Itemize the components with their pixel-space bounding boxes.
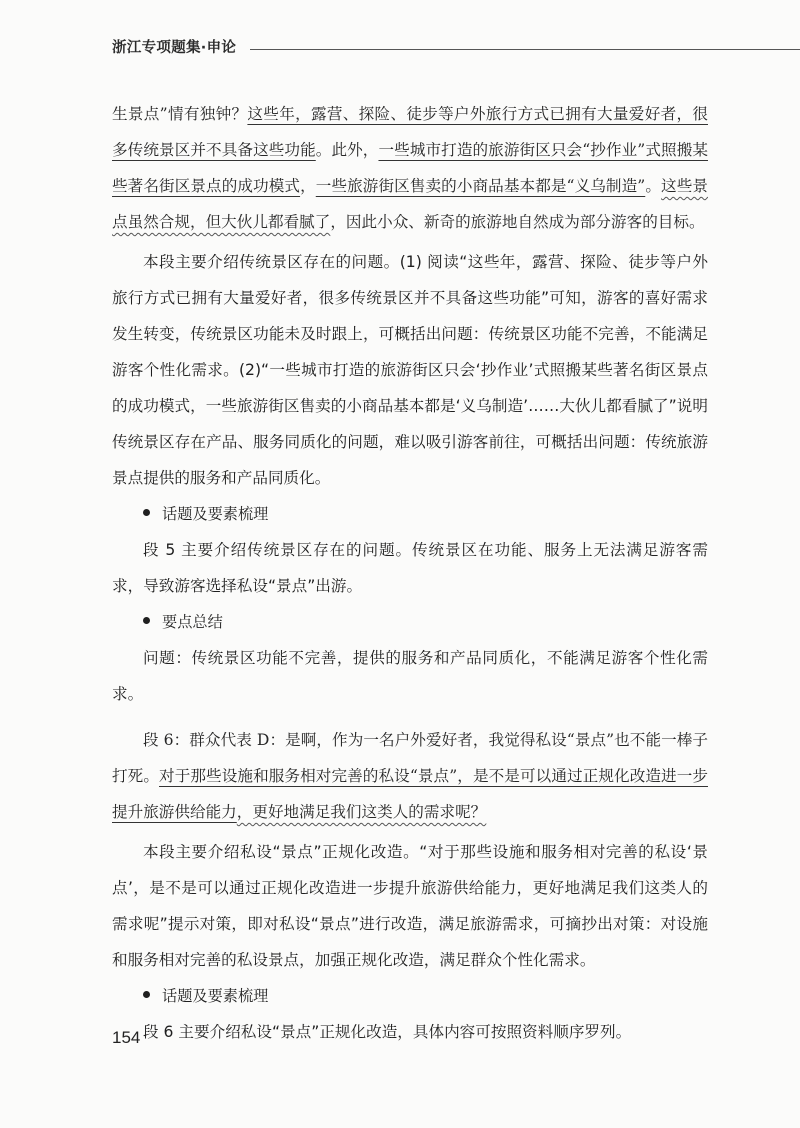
header-rule bbox=[250, 49, 800, 50]
analysis-para-6: 本段主要介绍私设“景点”正规化改造。“对于那些设施和服务相对完善的私设‘景点’，是不是可以通过正规化改造进一步提升旅游供给能力，更好地满足我们这类人的需求呢”提示对策，即对私设“景点”进行改造，满足旅游需求，可摘抄出对策：对设施和服务相对完善的私设景点，加强正规化改造，满足群众个性化需求。 bbox=[112, 843, 708, 969]
page-body bbox=[112, 96, 708, 1050]
passage-text: ， bbox=[300, 177, 316, 195]
bullet-icon bbox=[143, 991, 150, 998]
sprout-icon bbox=[796, 30, 800, 56]
book-title: 浙江专项题集·申论 bbox=[112, 40, 237, 56]
passage-text: 段 6：群众代表 D：是啊，作为一名户外爱好者，我觉得私设“景点”也不能一棒子打死。 bbox=[112, 731, 708, 785]
passage-text: 。此外， bbox=[315, 141, 379, 159]
underlined-text: 一些旅游街区售卖的小商品基本都是“义乌制造” bbox=[315, 177, 646, 195]
passage-text: 生景点”情有独钟？ bbox=[112, 105, 248, 123]
underlined-text: 一些城市打造的旅游街区只会“抄作业”式照搬某些著名街区景点的成功模式 bbox=[112, 141, 708, 195]
wavy-underlined-text: 这些景点虽然合规，但大伙儿都看腻了 bbox=[112, 177, 708, 231]
underlined-text: 对于那些设施和服务相对完善的私设“景点”，是不是可以通过正规化改造进一步提升旅游供给能力 bbox=[112, 767, 708, 821]
analysis-para-5: 本段主要介绍传统景区存在的问题。(1) 阅读“这些年，露营、探险、徒步等户外旅行方式已拥有大量爱好者，很多传统景区并不具备这些功能”可知，游客的喜好需求发生转变，传统景区功能未及时跟上，可概括出问题：传统景区功能不完善，不能满足游客个性化需求。(2)“一些城市打造的旅游街区只会‘抄作业’式照搬某些著名街区景点的成功模式，一些旅游街区售卖的小商品基本都是‘义乌制造’……大伙儿都看腻了”说明传统景区存在产品、服务同质化的问题，难以吸引游客前往，可概括出问题：传统旅游景点提供的服务和产品同质化。 bbox=[112, 253, 708, 487]
section-heading: 话题及要素梳理 bbox=[112, 496, 708, 532]
summary-para-5: 问题：传统景区功能不完善，提供的服务和产品同质化，不能满足游客个性化需求。 bbox=[112, 649, 708, 703]
topic-para-5: 段 5 主要介绍传统景区存在的问题。传统景区在功能、服务上无法满足游客需求，导致游客选择私设“景点”出游。 bbox=[112, 541, 708, 595]
section-heading: 要点总结 bbox=[112, 604, 708, 640]
bullet-icon bbox=[143, 509, 150, 516]
passage-text: 。 bbox=[645, 177, 662, 195]
passage-para-5 bbox=[112, 96, 708, 240]
section-heading: 话题及要素梳理 bbox=[112, 978, 708, 1014]
bullet-icon bbox=[143, 617, 150, 624]
wavy-underlined-text: ，更好地满足我们这类人的需求呢？ bbox=[236, 803, 487, 821]
running-header bbox=[112, 38, 712, 62]
underlined-text: 这些年，露营、探险、徒步等户外旅行方式已拥有大量爱好者，很多传统景区并不具备这些功能 bbox=[112, 105, 708, 159]
passage-para-6 bbox=[112, 722, 708, 830]
passage-text: ，因此小众、新奇的旅游地自然成为部分游客的目标。 bbox=[330, 213, 705, 231]
topic-para-6: 段 6 主要介绍私设“景点”正规化改造，具体内容可按照资料顺序罗列。 bbox=[143, 1023, 632, 1041]
page-number: 154 bbox=[112, 1028, 141, 1047]
